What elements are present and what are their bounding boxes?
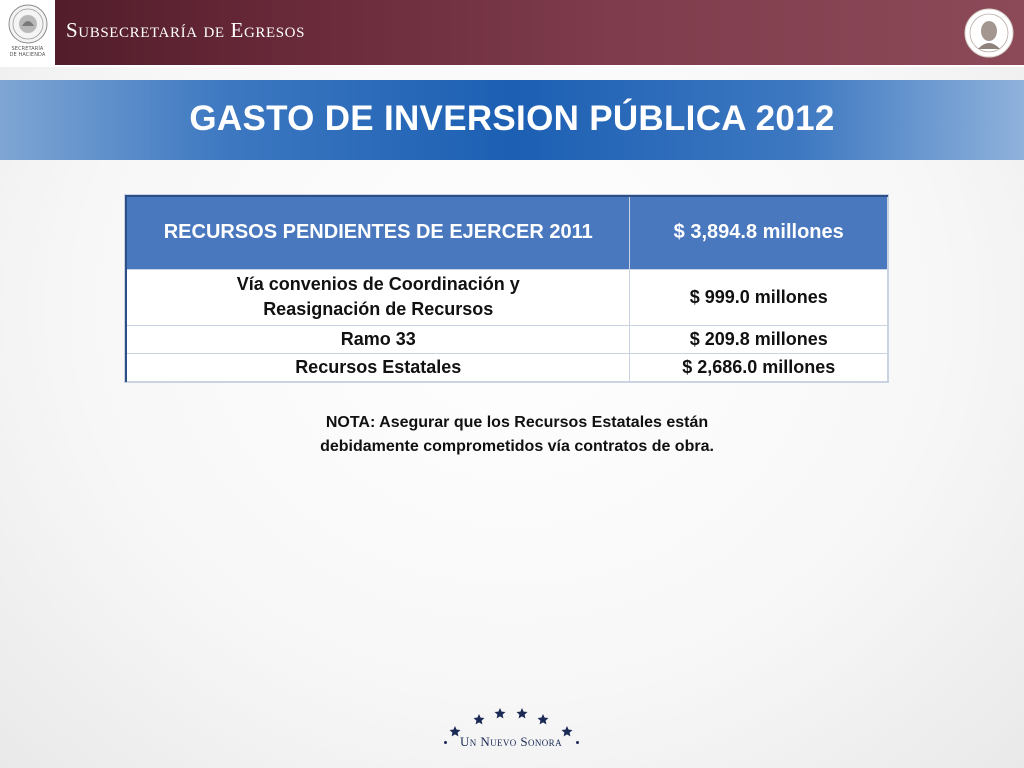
table-row (126, 269, 888, 325)
note-line1: NOTA: Asegurar que los Recursos Estatales están (325, 414, 709, 431)
row-label-line2: Reasignación de Recursos (263, 299, 494, 319)
stars-arc-icon (436, 702, 586, 738)
row-label: Ramo 33 (126, 325, 630, 353)
note-line2: debidamente comprometidos vía contratos de obra. (320, 438, 714, 455)
seal-caption-line2: DE HACIENDA (9, 52, 46, 58)
table-header-row (126, 196, 888, 269)
slide-title: GASTO DE INVERSION PÚBLICA 2012 (189, 99, 835, 138)
footer-logo-text: Un Nuevo Sonora (459, 734, 562, 749)
note-text (200, 411, 834, 459)
row-value: $ 2,686.0 millones (630, 353, 888, 381)
table-header-value: $ 3,894.8 millones (630, 196, 888, 269)
seal-caption-line1: SECRETARÍA (11, 46, 44, 52)
row-label (126, 269, 630, 325)
table-row (126, 325, 888, 353)
row-label: Recursos Estatales (126, 353, 630, 381)
hacienda-seal-box (0, 0, 55, 67)
dot-right (576, 741, 579, 744)
sonora-seal-icon (964, 7, 1014, 59)
row-label-line1: Vía convenios de Coordinación y (236, 274, 520, 294)
title-band (0, 80, 1024, 160)
star-icon (495, 708, 506, 718)
header-band (0, 0, 1024, 67)
table-row (126, 353, 888, 381)
seal-caption (10, 46, 46, 58)
table-header-label: RECURSOS PENDIENTES DE EJERCER 2011 (126, 196, 630, 269)
resources-table (125, 195, 888, 382)
star-icon (474, 714, 485, 724)
row-value: $ 209.8 millones (630, 325, 888, 353)
header-title: Subsecretaría de Egresos (66, 18, 306, 42)
un-nuevo-sonora-logo (436, 702, 586, 754)
star-icon (538, 714, 549, 724)
hacienda-seal-icon (8, 4, 48, 44)
star-icon (517, 708, 528, 718)
row-value: $ 999.0 millones (630, 269, 888, 325)
